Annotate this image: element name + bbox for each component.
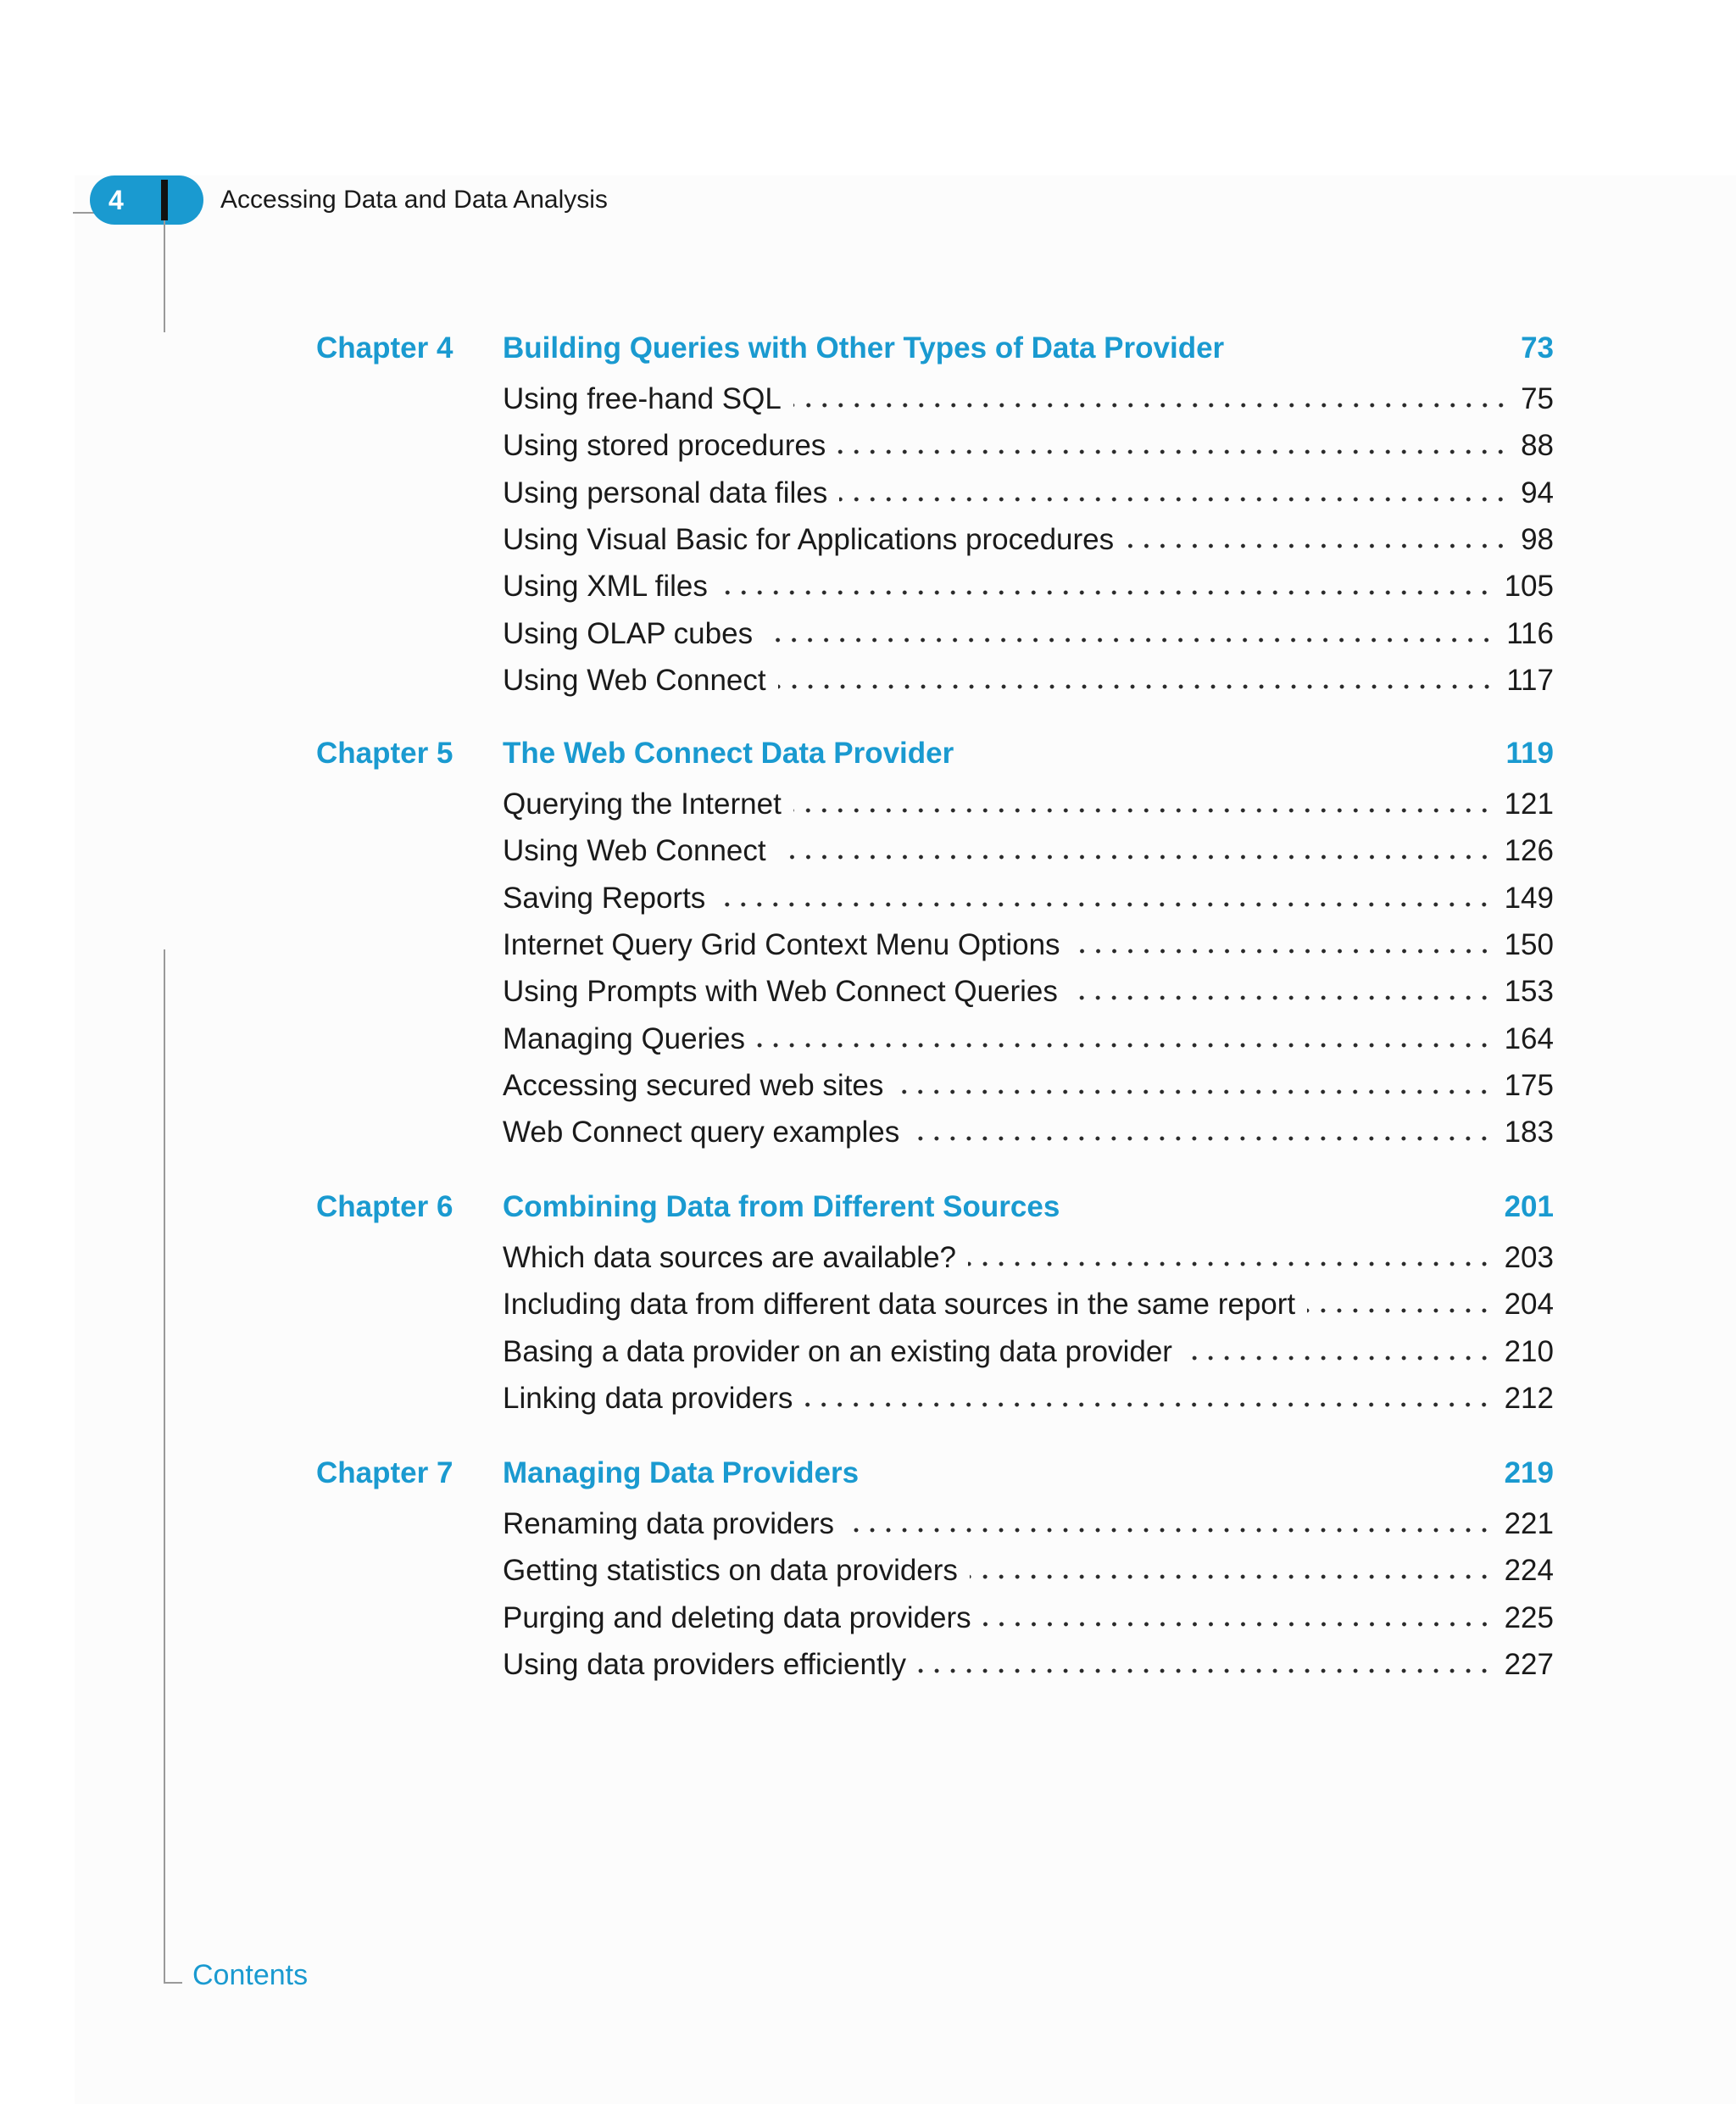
entry-page-number: 221	[1504, 1507, 1554, 1540]
entry-title: Saving Reports	[503, 881, 706, 915]
dot-leader	[778, 682, 1495, 692]
entry-title: Linking data providers	[503, 1381, 793, 1415]
entry-page-number: 212	[1504, 1381, 1554, 1415]
entry-title: Renaming data providers	[503, 1507, 835, 1540]
chapter-label: Chapter 7	[316, 1456, 453, 1489]
chapter-title[interactable]: Managing Data Providers	[503, 1456, 860, 1489]
entry-page-number: 88	[1521, 429, 1554, 463]
toc-entry[interactable]	[503, 832, 1554, 871]
dot-leader	[804, 1400, 1492, 1410]
running-head: Accessing Data and Data Analysis	[220, 186, 608, 214]
entry-title: Using Prompts with Web Connect Queries	[503, 975, 1058, 1009]
dot-leader	[968, 1259, 1493, 1269]
dot-leader	[911, 1133, 1492, 1144]
entry-page-number: 98	[1521, 522, 1554, 556]
dot-leader	[793, 805, 1493, 815]
toc-entry[interactable]	[503, 520, 1554, 559]
dot-leader	[757, 1040, 1493, 1050]
entry-page-number: 224	[1504, 1554, 1554, 1588]
chapter-label: Chapter 5	[316, 737, 453, 770]
toc-entry[interactable]	[503, 567, 1554, 606]
dot-leader	[778, 852, 1493, 862]
toc-entry[interactable]	[503, 1238, 1554, 1277]
toc-entry[interactable]	[503, 1066, 1554, 1105]
dot-leader	[1070, 993, 1493, 1003]
entry-page-number: 94	[1521, 476, 1554, 509]
margin-rule-corner	[164, 1982, 182, 1984]
dot-leader	[983, 1619, 1493, 1629]
toc-entry[interactable]	[503, 785, 1554, 824]
toc-entry[interactable]	[503, 1333, 1554, 1372]
toc-entry[interactable]	[503, 926, 1554, 965]
entry-title: Accessing secured web sites	[503, 1068, 884, 1102]
entry-page-number: 164	[1504, 1021, 1554, 1055]
toc-entry[interactable]	[503, 1020, 1554, 1059]
entry-title: Managing Queries	[503, 1021, 745, 1055]
toc-entry[interactable]	[503, 1505, 1554, 1544]
toc-entry[interactable]	[503, 972, 1554, 1011]
entry-title: Using personal data files	[503, 476, 828, 509]
toc-entry[interactable]	[503, 1551, 1554, 1590]
dot-leader	[918, 1666, 1493, 1676]
dot-leader	[895, 1087, 1492, 1097]
toc-entry[interactable]	[503, 1599, 1554, 1638]
entry-page-number: 149	[1504, 881, 1554, 915]
toc-entry[interactable]	[503, 474, 1554, 513]
chapter-title[interactable]: Combining Data from Different Sources	[503, 1190, 1060, 1223]
page-badge-bar	[161, 180, 168, 220]
entry-title: Using XML files	[503, 570, 708, 604]
entry-page-number: 116	[1506, 616, 1554, 650]
entry-title: Purging and deleting data providers	[503, 1600, 971, 1634]
toc-entry[interactable]	[503, 661, 1554, 700]
page-number-badge	[90, 175, 203, 225]
margin-rule-top	[164, 220, 165, 332]
entry-page-number: 117	[1506, 663, 1554, 697]
dot-leader	[793, 400, 1509, 410]
toc-entry[interactable]	[503, 1113, 1554, 1152]
entry-title: Using stored procedures	[503, 429, 826, 463]
toc-entry[interactable]	[503, 1645, 1554, 1684]
dot-leader	[1307, 1305, 1492, 1316]
chapter-page-number: 119	[1505, 737, 1554, 770]
entry-title: Using Web Connect	[503, 663, 766, 697]
entry-page-number: 210	[1504, 1334, 1554, 1368]
entry-page-number: 227	[1504, 1647, 1554, 1681]
dot-leader	[717, 899, 1492, 910]
entry-title: Querying the Internet	[503, 788, 782, 821]
entry-page-number: 183	[1504, 1116, 1554, 1149]
entry-page-number: 105	[1504, 570, 1554, 604]
chapter-page-number: 219	[1504, 1456, 1554, 1489]
toc-entry[interactable]	[503, 615, 1554, 654]
chapter-label: Chapter 4	[316, 331, 453, 365]
entry-page-number: 225	[1504, 1600, 1554, 1634]
toc-entry[interactable]	[503, 426, 1554, 465]
dot-leader	[1184, 1353, 1493, 1363]
entry-title: Web Connect query examples	[503, 1116, 900, 1149]
entry-title: Using Visual Basic for Applications procedures	[503, 522, 1115, 556]
dot-leader	[1126, 541, 1509, 551]
entry-page-number: 126	[1504, 834, 1554, 868]
chapter-page-number: 201	[1504, 1190, 1554, 1223]
toc-entry[interactable]	[503, 1379, 1554, 1418]
dot-leader	[839, 494, 1509, 504]
footer-contents-label: Contents	[192, 1959, 309, 1991]
entry-page-number: 175	[1504, 1068, 1554, 1102]
entry-title: Basing a data provider on an existing data provider	[503, 1334, 1172, 1368]
dot-leader	[970, 1572, 1493, 1582]
entry-title: Using free-hand SQL	[503, 382, 782, 415]
entry-page-number: 204	[1504, 1288, 1554, 1322]
chapter-page-number: 73	[1521, 331, 1554, 365]
chapter-title[interactable]: Building Queries with Other Types of Data Provider	[503, 331, 1225, 365]
entry-page-number: 203	[1504, 1241, 1554, 1274]
chapter-label: Chapter 6	[316, 1190, 453, 1223]
entry-page-number: 75	[1521, 382, 1554, 415]
dot-leader	[765, 635, 1494, 645]
entry-title: Using OLAP cubes	[503, 616, 754, 650]
dot-leader	[1072, 946, 1493, 956]
entry-page-number: 121	[1504, 788, 1554, 821]
entry-page-number: 153	[1504, 975, 1554, 1009]
toc-entry[interactable]	[503, 1285, 1554, 1324]
page-number: 4	[108, 185, 124, 215]
entry-title: Including data from different data sources in the same report	[503, 1288, 1296, 1322]
entry-title: Using Web Connect	[503, 834, 766, 868]
toc-entry[interactable]	[503, 879, 1554, 918]
entry-title: Internet Query Grid Context Menu Options	[503, 927, 1060, 961]
entry-page-number: 150	[1504, 927, 1554, 961]
dot-leader	[720, 587, 1493, 598]
toc-entry[interactable]	[503, 380, 1554, 419]
entry-title: Using data providers efficiently	[503, 1647, 906, 1681]
entry-title: Getting statistics on data providers	[503, 1554, 958, 1588]
dot-leader	[837, 447, 1509, 457]
dot-leader	[846, 1525, 1493, 1535]
margin-rule-bottom	[164, 949, 165, 1984]
entry-title: Which data sources are available?	[503, 1241, 957, 1274]
chapter-title[interactable]: The Web Connect Data Provider	[503, 737, 954, 770]
